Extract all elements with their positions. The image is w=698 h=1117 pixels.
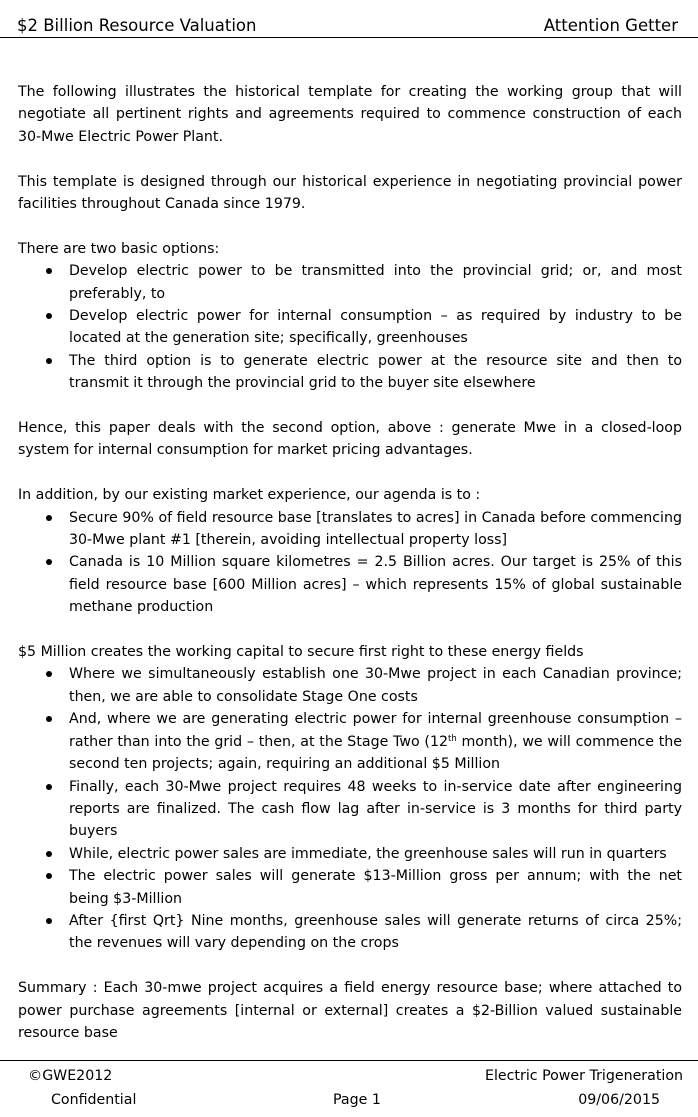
- footer-copyright: ©GWE2012: [28, 1068, 113, 1084]
- page-footer: [0, 1060, 698, 1117]
- list-item: Where we simultaneously establish one 30-Mwe project in each Canadian province; then, we are able to consolidate Stage One costs: [69, 663, 682, 708]
- list-item: Develop electric power to be transmitted into the provincial grid; or, and most preferably, to: [69, 260, 682, 305]
- list-item-text: And, where we are generating electric power for internal greenhouse consumption – rather than into the grid – then, at the Stage Two (12: [69, 711, 682, 750]
- footer-confidential: Confidential: [51, 1092, 137, 1108]
- list-item: The third option is to generate electric power at the resource site and then to transmit it through the provincial grid to the buyer site elsewhere: [69, 350, 682, 395]
- list-item: Canada is 10 Million square kilometres = 2.5 Billion acres. Our target is 25% of this field resource base [600 Million acres] – which represents 15% of global sustainable methane production: [69, 551, 682, 618]
- paragraph-capital-intro: $5 Million creates the working capital to secure first right to these energy fields: [18, 644, 584, 661]
- footer-product: Electric Power Trigeneration: [485, 1068, 683, 1084]
- footer-page-number: Page 1: [333, 1092, 381, 1108]
- paragraph-template: The following illustrates the historical template for creating the working group that will negotiate all pertinent rights and agreements required to commence construction of each 30-Mwe Electric Power Plant.: [18, 84, 682, 145]
- page-header: [0, 0, 698, 38]
- ordinal-suffix: th: [448, 733, 457, 744]
- paragraph-second-option: Hence, this paper deals with the second option, above : generate Mwe in a closed-loop system for internal consumption for market pricing advantages.: [18, 420, 682, 459]
- options-list: [18, 260, 682, 394]
- capital-list: [18, 663, 682, 954]
- paragraph-options-intro: There are two basic options:: [18, 240, 220, 257]
- paragraph-summary: Summary : Each 30-mwe project acquires a field energy resource base; where attached to power purchase agreements [internal or external] creates a $2-Billion valued sustainable resource base: [18, 980, 682, 1041]
- list-item: The electric power sales will generate $13-Million gross per annum; with the net being $3-Million: [69, 865, 682, 910]
- list-item: Secure 90% of field resource base [translates to acres] in Canada before commencing 30-Mwe plant #1 [therein, avoiding intellectual property loss]: [69, 507, 682, 552]
- list-item: After {first Qrt} Nine months, greenhouse sales will generate returns of circa 25%; the revenues will vary depending on the crops: [69, 910, 682, 955]
- section-title: Attention Getter: [543, 16, 678, 35]
- agenda-list: [18, 507, 682, 619]
- paragraph-experience: This template is designed through our historical experience in negotiating provincial power facilities throughout Canada since 1979.: [18, 173, 682, 213]
- footer-date: 09/06/2015: [578, 1092, 660, 1108]
- list-item-text: month), we will commence the second ten projects; again, requiring an additional $5 Million: [69, 733, 682, 773]
- document-body: [18, 81, 682, 1067]
- list-item: While, electric power sales are immediate, the greenhouse sales will run in quarters: [69, 843, 682, 865]
- list-item: Finally, each 30-Mwe project requires 48 weeks to in-service date after engineering reports are finalized. The cash flow lag after in-service is 3 months for third party buyers: [69, 776, 682, 843]
- paragraph-agenda-intro: In addition, by our existing market experience, our agenda is to :: [18, 487, 481, 504]
- list-item: Develop electric power for internal consumption – as required by industry to be located at the generation site; specifically, greenhouses: [69, 305, 682, 350]
- document-title: $2 Billion Resource Valuation: [17, 16, 257, 35]
- list-item: [69, 708, 682, 775]
